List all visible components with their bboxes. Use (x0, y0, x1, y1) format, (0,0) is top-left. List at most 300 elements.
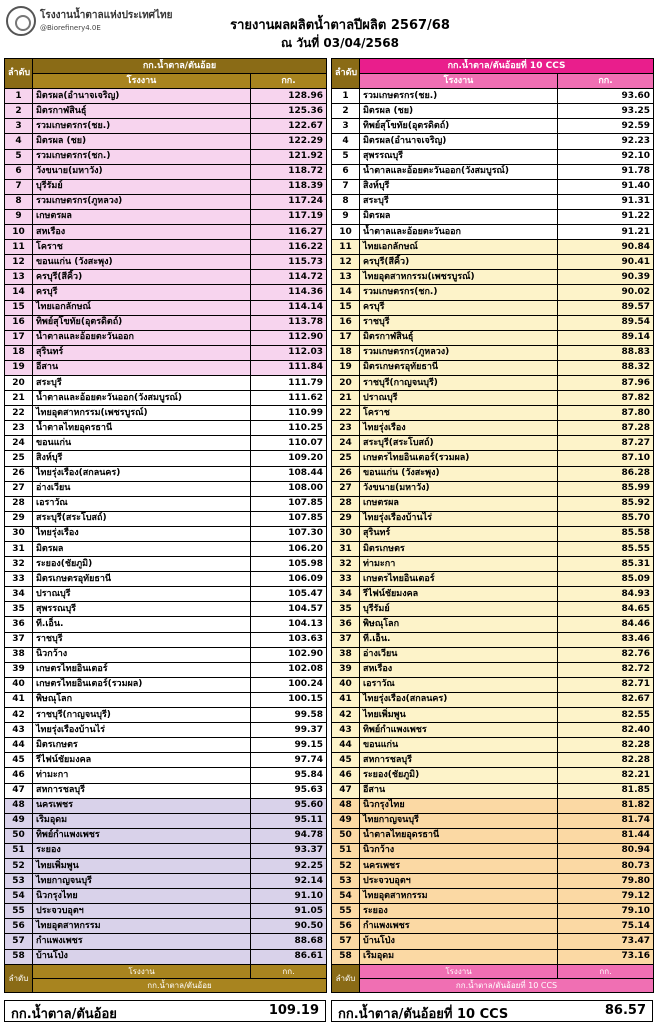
value-cell: 82.28 (558, 738, 654, 753)
factory-name-cell: รีไฟน์ชัยมงคล (33, 753, 251, 768)
factory-name-cell: รวมเกษตรกร(ภูหลวง) (33, 194, 251, 209)
rank-cell: 5 (5, 149, 33, 164)
value-cell: 87.80 (558, 406, 654, 421)
footer-group: กก.น้ำตาล/ตันอ้อย (33, 978, 327, 992)
rank-cell: 9 (5, 209, 33, 224)
rank-cell: 9 (332, 209, 360, 224)
table-row (332, 149, 654, 164)
factory-name-cell: เอราวัณ (33, 496, 251, 511)
rank-cell: 25 (332, 451, 360, 466)
factory-name-cell: อีสาน (33, 360, 251, 375)
value-cell: 91.40 (558, 179, 654, 194)
rank-cell: 16 (332, 315, 360, 330)
table-row (332, 436, 654, 451)
table-row (332, 134, 654, 149)
rank-cell: 4 (332, 134, 360, 149)
table-row (332, 481, 654, 496)
rank-cell: 50 (5, 828, 33, 843)
factory-name-cell: ขอนแก่น (วังสะพุง) (360, 466, 558, 481)
rank-cell: 15 (332, 300, 360, 315)
rank-cell: 58 (332, 949, 360, 964)
factory-name-cell: สระบุรี(สระโบสถ์) (360, 436, 558, 451)
value-cell: 112.03 (251, 345, 327, 360)
table-row (5, 345, 327, 360)
rank-cell: 49 (5, 813, 33, 828)
rank-cell: 31 (5, 542, 33, 557)
table-row (5, 330, 327, 345)
rank-cell: 1 (5, 89, 33, 104)
rank-cell: 35 (332, 602, 360, 617)
value-cell: 107.30 (251, 526, 327, 541)
value-cell: 87.82 (558, 391, 654, 406)
table-row (5, 164, 327, 179)
value-cell: 125.36 (251, 104, 327, 119)
factory-name-cell: สหการชลบุรี (360, 753, 558, 768)
factory-name-cell: น้ำตาลและอ้อยตะวันออก(วังสมบูรณ์) (33, 391, 251, 406)
value-cell: 107.85 (251, 511, 327, 526)
table-row (5, 542, 327, 557)
table-row (5, 179, 327, 194)
factory-name-cell: สิงห์บุรี (360, 179, 558, 194)
value-cell: 73.16 (558, 949, 654, 964)
value-cell: 112.90 (251, 330, 327, 345)
value-cell: 91.10 (251, 889, 327, 904)
rank-cell: 16 (5, 315, 33, 330)
rank-cell: 46 (332, 768, 360, 783)
value-cell: 100.24 (251, 677, 327, 692)
table-row (5, 828, 327, 843)
factory-name-cell: วังขนาย(มหาวัง) (33, 164, 251, 179)
value-cell: 113.78 (251, 315, 327, 330)
table-row (5, 843, 327, 858)
rank-cell: 27 (5, 481, 33, 496)
factory-name-cell: ราชบุรี (33, 632, 251, 647)
rank-cell: 44 (5, 738, 33, 753)
table-row (5, 89, 327, 104)
factory-name-cell: สุพรรณบุรี (360, 149, 558, 164)
value-cell: 79.12 (558, 889, 654, 904)
rank-cell: 6 (5, 164, 33, 179)
rank-cell: 56 (5, 919, 33, 934)
table-row (5, 481, 327, 496)
rank-cell: 38 (5, 647, 33, 662)
factory-name-cell: มิตรผล (ชย) (360, 104, 558, 119)
value-cell: 111.84 (251, 360, 327, 375)
factory-name-cell: มิตรผล(อำนาจเจริญ) (33, 89, 251, 104)
value-cell: 86.28 (558, 466, 654, 481)
factory-name-cell: อีสาน (360, 783, 558, 798)
table-row (332, 542, 654, 557)
value-cell: 91.31 (558, 194, 654, 209)
value-cell: 114.36 (251, 285, 327, 300)
rank-cell: 43 (332, 723, 360, 738)
factory-name-cell: ไทยเอกลักษณ์ (33, 300, 251, 315)
rank-cell: 30 (332, 526, 360, 541)
footer-factory: โรงงาน (33, 964, 251, 978)
value-cell: 92.23 (558, 134, 654, 149)
rank-cell: 53 (332, 874, 360, 889)
factory-name-cell: บ้านโป่ง (33, 949, 251, 964)
factory-name-cell: ไทยอุตสาหกรรม(เพชรบูรณ์) (360, 270, 558, 285)
factory-name-cell: ที.เอ็น. (360, 632, 558, 647)
total-value: 86.57 (604, 1003, 646, 1018)
factory-name-cell: ไทยรุ่งเรือง (360, 421, 558, 436)
value-cell: 87.27 (558, 436, 654, 451)
footer-factory: โรงงาน (360, 964, 558, 978)
right-table-body (332, 89, 654, 964)
table-row (5, 209, 327, 224)
rank-cell: 22 (332, 406, 360, 421)
rank-cell: 28 (332, 496, 360, 511)
table-row (5, 240, 327, 255)
value-cell: 93.60 (558, 89, 654, 104)
value-cell: 95.63 (251, 783, 327, 798)
table-row (332, 511, 654, 526)
value-cell: 82.71 (558, 677, 654, 692)
value-cell: 100.15 (251, 692, 327, 707)
rank-cell: 52 (332, 858, 360, 873)
value-cell: 84.93 (558, 587, 654, 602)
rank-cell: 20 (332, 375, 360, 390)
table-row (332, 421, 654, 436)
factory-name-cell: ประจวบอุตฯ (360, 874, 558, 889)
rank-cell: 54 (332, 889, 360, 904)
footer-rank: ลำดับ (332, 964, 360, 992)
rank-cell: 20 (5, 375, 33, 390)
table-row (332, 119, 654, 134)
value-cell: 91.22 (558, 209, 654, 224)
factory-name-cell: ที.เอ็น. (33, 617, 251, 632)
table-row (332, 315, 654, 330)
factory-name-cell: บุรีรัมย์ (33, 179, 251, 194)
rank-cell: 34 (332, 587, 360, 602)
factory-name-cell: มิตรกาฬสินธุ์ (33, 104, 251, 119)
value-cell: 91.78 (558, 164, 654, 179)
table-row (5, 874, 327, 889)
table-row (332, 662, 654, 677)
table-row (5, 813, 327, 828)
table-row (5, 934, 327, 949)
rank-cell: 49 (332, 813, 360, 828)
value-cell: 88.68 (251, 934, 327, 949)
rank-cell: 21 (5, 391, 33, 406)
factory-name-cell: สุรินทร์ (33, 345, 251, 360)
factory-name-cell: สระบุรี (360, 194, 558, 209)
value-cell: 116.27 (251, 225, 327, 240)
value-cell: 105.47 (251, 587, 327, 602)
table-row (332, 889, 654, 904)
value-cell: 86.61 (251, 949, 327, 964)
factory-name-cell: มิตรเกษตร (33, 738, 251, 753)
value-cell: 92.59 (558, 119, 654, 134)
factory-name-cell: อ่างเวียน (33, 481, 251, 496)
value-cell: 81.85 (558, 783, 654, 798)
group-header: กก.น้ำตาล/ตันอ้อย (33, 59, 327, 74)
table-row (332, 602, 654, 617)
factory-name-cell: รวมเกษตรกร(ชก.) (360, 285, 558, 300)
table-row (332, 587, 654, 602)
factory-name-cell: น้ำตาลและอ้อยตะวันออก (33, 330, 251, 345)
value-cell: 92.10 (558, 149, 654, 164)
factory-name-cell: มิตรผล(อำนาจเจริญ) (360, 134, 558, 149)
factory-name-cell: ครบุรี (33, 285, 251, 300)
rank-cell: 19 (5, 360, 33, 375)
table-row (5, 557, 327, 572)
rank-cell: 2 (5, 104, 33, 119)
value-cell: 90.41 (558, 255, 654, 270)
table-row (332, 451, 654, 466)
value-cell: 89.54 (558, 315, 654, 330)
value-cell: 118.39 (251, 179, 327, 194)
value-cell: 85.99 (558, 481, 654, 496)
rank-cell: 44 (332, 738, 360, 753)
factory-name-cell: สิงห์บุรี (33, 451, 251, 466)
table-row (332, 692, 654, 707)
value-cell: 83.46 (558, 632, 654, 647)
value-cell: 106.20 (251, 542, 327, 557)
value-cell: 114.72 (251, 270, 327, 285)
sugar-per-ton-cane-table (4, 58, 327, 993)
rank-cell: 37 (332, 632, 360, 647)
table-row (5, 632, 327, 647)
rank-cell: 45 (5, 753, 33, 768)
factory-name-cell: เกษตรไทยอินเตอร์(รวมผล) (360, 451, 558, 466)
value-cell: 99.58 (251, 708, 327, 723)
table-row (332, 647, 654, 662)
table-row (5, 949, 327, 964)
table-row (332, 285, 654, 300)
rank-cell: 53 (5, 874, 33, 889)
value-cell: 82.21 (558, 768, 654, 783)
value-cell: 128.96 (251, 89, 327, 104)
factory-name-cell: เกษตรไทยอินเตอร์ (33, 662, 251, 677)
table-row (332, 240, 654, 255)
factory-name-cell: มิตรผล (33, 542, 251, 557)
factory-name-cell: ปราณบุรี (360, 391, 558, 406)
table-row (332, 934, 654, 949)
factory-name-cell: บุรีรัมย์ (360, 602, 558, 617)
factory-name-cell: ครบุรี(สีคิ้ว) (360, 255, 558, 270)
total-value: 109.19 (268, 1003, 319, 1018)
value-cell: 79.10 (558, 904, 654, 919)
value-cell: 104.13 (251, 617, 327, 632)
value-cell: 80.73 (558, 858, 654, 873)
value-cell: 88.32 (558, 360, 654, 375)
factory-name-cell: เริ่มอุดม (33, 813, 251, 828)
rank-cell: 48 (332, 798, 360, 813)
rank-cell: 57 (5, 934, 33, 949)
factory-name-cell: สระบุรี (33, 375, 251, 390)
rank-cell: 27 (332, 481, 360, 496)
factory-name-cell: มิตรเกษตร (360, 542, 558, 557)
table-row (332, 572, 654, 587)
table-row (332, 89, 654, 104)
rank-cell: 52 (5, 858, 33, 873)
factory-name-cell: ทิพย์สุโขทัย(อุตรดิตถ์) (33, 315, 251, 330)
factory-name-cell: ไทยกาญจนบุรี (33, 874, 251, 889)
report-header (0, 0, 657, 58)
rank-cell: 24 (5, 436, 33, 451)
table-row (5, 134, 327, 149)
value-cell: 82.76 (558, 647, 654, 662)
factory-name-cell: นิวกรุงไทย (33, 889, 251, 904)
left-average-total (4, 1000, 326, 1022)
factory-name-cell: ระยอง(ชัยภูมิ) (360, 768, 558, 783)
rank-cell: 51 (5, 843, 33, 858)
rank-cell: 31 (332, 542, 360, 557)
factory-header: โรงงาน (360, 74, 558, 89)
value-cell: 85.70 (558, 511, 654, 526)
table-row (5, 858, 327, 873)
rank-cell: 18 (332, 345, 360, 360)
rank-header: ลำดับ (5, 59, 33, 89)
rank-cell: 57 (332, 934, 360, 949)
value-cell: 102.08 (251, 662, 327, 677)
value-cell: 87.28 (558, 421, 654, 436)
factory-name-cell: เกษตรผล (33, 209, 251, 224)
value-cell: 90.50 (251, 919, 327, 934)
factory-name-cell: โคราช (33, 240, 251, 255)
factory-name-cell: นิวกรุงไทย (360, 798, 558, 813)
rank-cell: 39 (332, 662, 360, 677)
table-row (332, 406, 654, 421)
value-cell: 110.25 (251, 421, 327, 436)
value-cell: 90.02 (558, 285, 654, 300)
value-cell: 106.09 (251, 572, 327, 587)
table-row (332, 813, 654, 828)
table-row (332, 632, 654, 647)
table-row (5, 723, 327, 738)
total-label: กก.น้ำตาล/ตันอ้อยที่ 10 CCS (338, 1007, 509, 1022)
value-cell: 85.58 (558, 526, 654, 541)
table-row (332, 194, 654, 209)
rank-cell: 14 (5, 285, 33, 300)
rank-cell: 7 (5, 179, 33, 194)
value-cell: 104.57 (251, 602, 327, 617)
table-row (332, 526, 654, 541)
value-cell: 85.55 (558, 542, 654, 557)
table-row (5, 662, 327, 677)
rank-cell: 40 (332, 677, 360, 692)
factory-name-cell: ขอนแก่น (360, 738, 558, 753)
rank-cell: 21 (332, 391, 360, 406)
table-row (332, 738, 654, 753)
factory-name-cell: ไทยรุ่งเรือง(สกลนคร) (360, 692, 558, 707)
factory-name-cell: มิตรกาฬสินธุ์ (360, 330, 558, 345)
rank-cell: 12 (332, 255, 360, 270)
table-row (332, 179, 654, 194)
value-cell: 89.14 (558, 330, 654, 345)
factory-name-cell: ราชบุรี(กาญจนบุรี) (360, 375, 558, 390)
value-cell: 91.05 (251, 904, 327, 919)
rank-cell: 41 (332, 692, 360, 707)
table-row (332, 270, 654, 285)
value-cell: 79.80 (558, 874, 654, 889)
table-row (5, 406, 327, 421)
rank-cell: 13 (332, 270, 360, 285)
rank-cell: 50 (332, 828, 360, 843)
rank-cell: 26 (332, 466, 360, 481)
rank-cell: 51 (332, 843, 360, 858)
factory-name-cell: เริ่มอุดม (360, 949, 558, 964)
value-cell: 82.55 (558, 708, 654, 723)
value-cell: 95.84 (251, 768, 327, 783)
factory-name-cell: สหเรือง (360, 662, 558, 677)
table-row (332, 783, 654, 798)
factory-name-cell: โคราช (360, 406, 558, 421)
footer-value: กก. (558, 964, 654, 978)
table-row (5, 692, 327, 707)
rank-cell: 28 (5, 496, 33, 511)
rank-cell: 18 (5, 345, 33, 360)
value-cell: 108.44 (251, 466, 327, 481)
factory-name-cell: ไทยรุ่งเรืองบ้านไร่ (33, 723, 251, 738)
table-row (5, 496, 327, 511)
rank-cell: 17 (5, 330, 33, 345)
factory-name-cell: ไทยรุ่งเรือง (33, 526, 251, 541)
value-cell: 93.37 (251, 843, 327, 858)
rank-cell: 54 (5, 889, 33, 904)
factory-name-cell: ปราณบุรี (33, 587, 251, 602)
factory-name-cell: ทิพย์สุโขทัย(อุตรดิตถ์) (360, 119, 558, 134)
table-row (332, 843, 654, 858)
factory-name-cell: ไทยอุตสาหกรรม (33, 919, 251, 934)
table-row (332, 617, 654, 632)
table-row (5, 466, 327, 481)
factory-name-cell: สระบุรี(สระโบสถ์) (33, 511, 251, 526)
table-row (5, 375, 327, 390)
factory-name-cell: พิษณุโลก (360, 617, 558, 632)
value-cell: 92.25 (251, 858, 327, 873)
rank-cell: 42 (5, 708, 33, 723)
factory-name-cell: สุพรรณบุรี (33, 602, 251, 617)
rank-cell: 43 (5, 723, 33, 738)
rank-cell: 56 (332, 919, 360, 934)
factory-name-cell: น้ำตาลและอ้อยตะวันออก (360, 225, 558, 240)
factory-name-cell: ระยอง (360, 904, 558, 919)
rank-cell: 32 (332, 557, 360, 572)
table-row (332, 798, 654, 813)
value-header: กก. (251, 74, 327, 89)
rank-cell: 8 (5, 194, 33, 209)
rank-cell: 10 (5, 225, 33, 240)
factory-name-cell: สุรินทร์ (360, 526, 558, 541)
table-row (5, 919, 327, 934)
value-cell: 105.98 (251, 557, 327, 572)
table-row (5, 587, 327, 602)
rank-cell: 32 (5, 557, 33, 572)
value-cell: 103.63 (251, 632, 327, 647)
factory-name-cell: ไทยเพิ่มพูน (360, 708, 558, 723)
factory-name-cell: อ่างเวียน (360, 647, 558, 662)
factory-name-cell: ครบุรี (360, 300, 558, 315)
rank-cell: 55 (5, 904, 33, 919)
rank-cell: 40 (5, 677, 33, 692)
value-cell: 82.40 (558, 723, 654, 738)
value-cell: 121.92 (251, 149, 327, 164)
table-row (5, 753, 327, 768)
factory-name-cell: มิตรเกษตรอุทัยธานี (360, 360, 558, 375)
table-row (5, 617, 327, 632)
rank-cell: 17 (332, 330, 360, 345)
table-row (5, 738, 327, 753)
value-cell: 94.78 (251, 828, 327, 843)
rank-cell: 15 (5, 300, 33, 315)
table-row (5, 149, 327, 164)
value-cell: 73.47 (558, 934, 654, 949)
rank-cell: 1 (332, 89, 360, 104)
table-row (332, 209, 654, 224)
